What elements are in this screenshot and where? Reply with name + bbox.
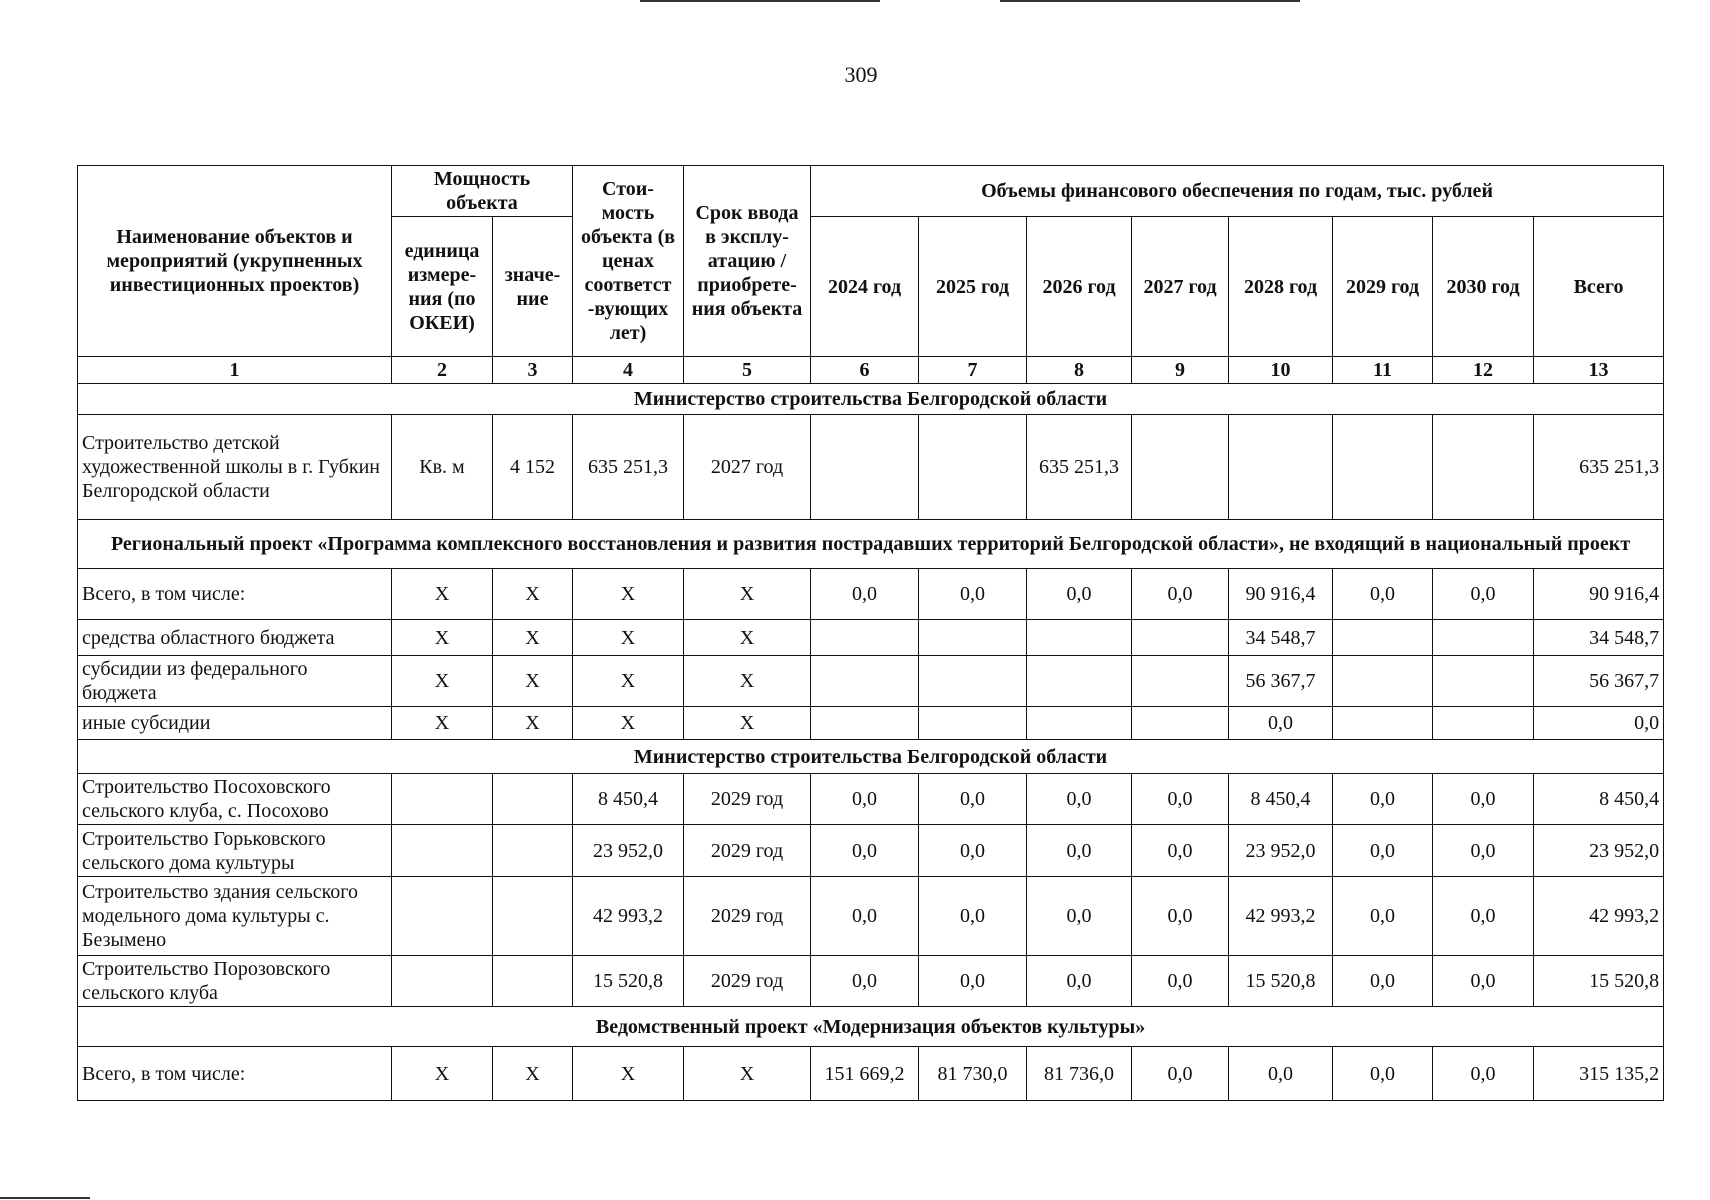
row-name: Всего, в том числе: — [78, 1047, 392, 1101]
row-y2030: 0,0 — [1433, 877, 1534, 956]
row-value: X — [493, 707, 573, 740]
row-y2028: 56 367,7 — [1229, 656, 1333, 707]
row-y2028: 0,0 — [1229, 707, 1333, 740]
row-term: X — [684, 620, 811, 656]
row-cost: X — [573, 707, 684, 740]
header-unit: единица измере-ния (по ОКЕИ) — [392, 217, 493, 357]
row-unit: X — [392, 1047, 493, 1101]
row-y2026: 0,0 — [1027, 877, 1132, 956]
row-term: X — [684, 707, 811, 740]
row-name: Строительство Горьковского сельского дома культуры — [78, 825, 392, 877]
row-y2027 — [1132, 707, 1229, 740]
table-row — [78, 656, 1664, 707]
row-y2029 — [1333, 707, 1433, 740]
column-number: 6 — [811, 357, 919, 384]
row-y2025: 81 730,0 — [919, 1047, 1027, 1101]
row-value — [493, 877, 573, 956]
row-y2024 — [811, 656, 919, 707]
scan-edge-line — [0, 1197, 90, 1199]
row-name: средства областного бюджета — [78, 620, 392, 656]
table-row — [78, 415, 1664, 520]
row-term: 2027 год — [684, 415, 811, 520]
row-total: 15 520,8 — [1534, 956, 1664, 1007]
column-number: 5 — [684, 357, 811, 384]
header-funding: Объемы финансового обеспечения по годам, тыс. рублей — [811, 166, 1664, 217]
row-total: 56 367,7 — [1534, 656, 1664, 707]
section-row — [78, 1007, 1664, 1047]
row-cost: 23 952,0 — [573, 825, 684, 877]
row-y2024: 0,0 — [811, 569, 919, 620]
row-y2027: 0,0 — [1132, 774, 1229, 825]
table-row — [78, 774, 1664, 825]
row-y2025 — [919, 656, 1027, 707]
row-y2024: 0,0 — [811, 877, 919, 956]
table-row — [78, 877, 1664, 956]
row-y2024: 0,0 — [811, 774, 919, 825]
section-title: Региональный проект «Программа комплексного восстановления и развития пострадавших территорий Белгородской области», не входящий в национальный проект — [78, 520, 1664, 569]
row-y2027 — [1132, 656, 1229, 707]
table-row — [78, 620, 1664, 656]
row-y2030 — [1433, 415, 1534, 520]
row-value: X — [493, 569, 573, 620]
row-value: X — [493, 620, 573, 656]
table-row — [78, 707, 1664, 740]
row-y2030 — [1433, 656, 1534, 707]
column-number: 13 — [1534, 357, 1664, 384]
row-unit — [392, 825, 493, 877]
header-year: 2029 год — [1333, 217, 1433, 357]
row-y2028: 90 916,4 — [1229, 569, 1333, 620]
row-y2027 — [1132, 415, 1229, 520]
header-term: Срок ввода в эксплу-атацию / приобрете-ния объекта — [684, 166, 811, 357]
header-cost: Стои-мость объекта (в ценах соответст -вующих лет) — [573, 166, 684, 357]
row-unit — [392, 877, 493, 956]
header-year: 2030 год — [1433, 217, 1534, 357]
column-number: 2 — [392, 357, 493, 384]
row-y2027: 0,0 — [1132, 825, 1229, 877]
row-name: Строительство Порозовского сельского клуба — [78, 956, 392, 1007]
row-y2029: 0,0 — [1333, 569, 1433, 620]
row-value: X — [493, 656, 573, 707]
row-y2029: 0,0 — [1333, 956, 1433, 1007]
row-y2024 — [811, 620, 919, 656]
row-y2029: 0,0 — [1333, 1047, 1433, 1101]
row-y2026 — [1027, 620, 1132, 656]
table-row — [78, 956, 1664, 1007]
row-name: субсидии из федерального бюджета — [78, 656, 392, 707]
column-number: 12 — [1433, 357, 1534, 384]
section-row — [78, 384, 1664, 415]
row-y2030 — [1433, 620, 1534, 656]
row-value: X — [493, 1047, 573, 1101]
row-total: 90 916,4 — [1534, 569, 1664, 620]
table-row — [78, 569, 1664, 620]
row-unit: X — [392, 656, 493, 707]
row-unit: X — [392, 569, 493, 620]
row-y2030: 0,0 — [1433, 1047, 1534, 1101]
row-y2028: 15 520,8 — [1229, 956, 1333, 1007]
row-term: X — [684, 1047, 811, 1101]
row-y2025: 0,0 — [919, 569, 1027, 620]
row-y2026: 0,0 — [1027, 569, 1132, 620]
header-capacity: Мощность объекта — [392, 166, 573, 217]
row-cost: 635 251,3 — [573, 415, 684, 520]
column-number-row — [78, 357, 1664, 384]
section-title: Министерство строительства Белгородской области — [78, 740, 1664, 774]
row-unit — [392, 774, 493, 825]
row-y2028 — [1229, 415, 1333, 520]
row-y2024 — [811, 415, 919, 520]
row-total: 635 251,3 — [1534, 415, 1664, 520]
row-total: 42 993,2 — [1534, 877, 1664, 956]
section-title: Ведомственный проект «Модернизация объектов культуры» — [78, 1007, 1664, 1047]
row-y2027: 0,0 — [1132, 877, 1229, 956]
section-row — [78, 740, 1664, 774]
scan-edge-line — [1000, 0, 1300, 2]
row-total: 8 450,4 — [1534, 774, 1664, 825]
row-y2029 — [1333, 656, 1433, 707]
row-y2026 — [1027, 656, 1132, 707]
row-y2027: 0,0 — [1132, 569, 1229, 620]
row-y2029: 0,0 — [1333, 825, 1433, 877]
column-number: 7 — [919, 357, 1027, 384]
header-year: 2025 год — [919, 217, 1027, 357]
row-name: иные субсидии — [78, 707, 392, 740]
page-number: 309 — [844, 62, 878, 87]
table-row — [78, 825, 1664, 877]
row-term: 2029 год — [684, 956, 811, 1007]
column-number: 9 — [1132, 357, 1229, 384]
row-total: 23 952,0 — [1534, 825, 1664, 877]
header-value: значе-ние — [493, 217, 573, 357]
row-y2025: 0,0 — [919, 825, 1027, 877]
row-y2025: 0,0 — [919, 877, 1027, 956]
row-y2029 — [1333, 620, 1433, 656]
row-term: X — [684, 656, 811, 707]
row-total: 34 548,7 — [1534, 620, 1664, 656]
table-row — [78, 1047, 1664, 1101]
column-number: 8 — [1027, 357, 1132, 384]
row-value: 4 152 — [493, 415, 573, 520]
row-name: Строительство Посоховского сельского клуба, с. Посохово — [78, 774, 392, 825]
row-y2025 — [919, 707, 1027, 740]
row-cost: X — [573, 656, 684, 707]
row-y2030: 0,0 — [1433, 825, 1534, 877]
row-cost: 42 993,2 — [573, 877, 684, 956]
row-y2025: 0,0 — [919, 774, 1027, 825]
row-y2027 — [1132, 620, 1229, 656]
row-y2028: 42 993,2 — [1229, 877, 1333, 956]
scan-edge-line — [640, 0, 880, 2]
row-unit: X — [392, 707, 493, 740]
row-y2026: 81 736,0 — [1027, 1047, 1132, 1101]
row-cost: X — [573, 1047, 684, 1101]
column-number: 3 — [493, 357, 573, 384]
row-y2030: 0,0 — [1433, 569, 1534, 620]
row-y2030 — [1433, 707, 1534, 740]
row-total: 0,0 — [1534, 707, 1664, 740]
row-y2025 — [919, 620, 1027, 656]
row-y2029: 0,0 — [1333, 774, 1433, 825]
row-unit: X — [392, 620, 493, 656]
row-y2026: 0,0 — [1027, 956, 1132, 1007]
row-y2030: 0,0 — [1433, 774, 1534, 825]
header-year: 2024 год — [811, 217, 919, 357]
row-y2025: 0,0 — [919, 956, 1027, 1007]
row-y2030: 0,0 — [1433, 956, 1534, 1007]
row-value — [493, 956, 573, 1007]
row-y2024: 151 669,2 — [811, 1047, 919, 1101]
row-y2027: 0,0 — [1132, 956, 1229, 1007]
section-row — [78, 520, 1664, 569]
row-total: 315 135,2 — [1534, 1047, 1664, 1101]
row-y2029: 0,0 — [1333, 877, 1433, 956]
row-y2024 — [811, 707, 919, 740]
row-cost: 8 450,4 — [573, 774, 684, 825]
row-y2028: 8 450,4 — [1229, 774, 1333, 825]
header-year: 2026 год — [1027, 217, 1132, 357]
header-name: Наименование объектов и мероприятий (укрупненных инвестиционных проектов) — [78, 166, 392, 357]
row-unit: Кв. м — [392, 415, 493, 520]
row-y2026: 0,0 — [1027, 825, 1132, 877]
row-unit — [392, 956, 493, 1007]
header-total: Всего — [1534, 217, 1664, 357]
row-y2028: 34 548,7 — [1229, 620, 1333, 656]
row-y2024: 0,0 — [811, 956, 919, 1007]
column-number: 1 — [78, 357, 392, 384]
column-number: 4 — [573, 357, 684, 384]
row-y2028: 23 952,0 — [1229, 825, 1333, 877]
header-year: 2028 год — [1229, 217, 1333, 357]
row-y2027: 0,0 — [1132, 1047, 1229, 1101]
row-name: Строительство детской художественной школы в г. Губкин Белгородской области — [78, 415, 392, 520]
row-cost: X — [573, 569, 684, 620]
row-y2029 — [1333, 415, 1433, 520]
row-term: X — [684, 569, 811, 620]
row-term: 2029 год — [684, 877, 811, 956]
row-y2026: 635 251,3 — [1027, 415, 1132, 520]
row-name: Всего, в том числе: — [78, 569, 392, 620]
funding-table — [77, 165, 1664, 1101]
header-year: 2027 год — [1132, 217, 1229, 357]
header-row — [78, 166, 1664, 217]
row-term: 2029 год — [684, 774, 811, 825]
row-term: 2029 год — [684, 825, 811, 877]
section-title: Министерство строительства Белгородской области — [78, 384, 1664, 415]
row-y2024: 0,0 — [811, 825, 919, 877]
row-cost: X — [573, 620, 684, 656]
row-y2028: 0,0 — [1229, 1047, 1333, 1101]
row-value — [493, 774, 573, 825]
row-y2026 — [1027, 707, 1132, 740]
row-value — [493, 825, 573, 877]
row-cost: 15 520,8 — [573, 956, 684, 1007]
row-name: Строительство здания сельского модельного дома культуры с. Безымено — [78, 877, 392, 956]
column-number: 10 — [1229, 357, 1333, 384]
column-number: 11 — [1333, 357, 1433, 384]
row-y2026: 0,0 — [1027, 774, 1132, 825]
row-y2025 — [919, 415, 1027, 520]
